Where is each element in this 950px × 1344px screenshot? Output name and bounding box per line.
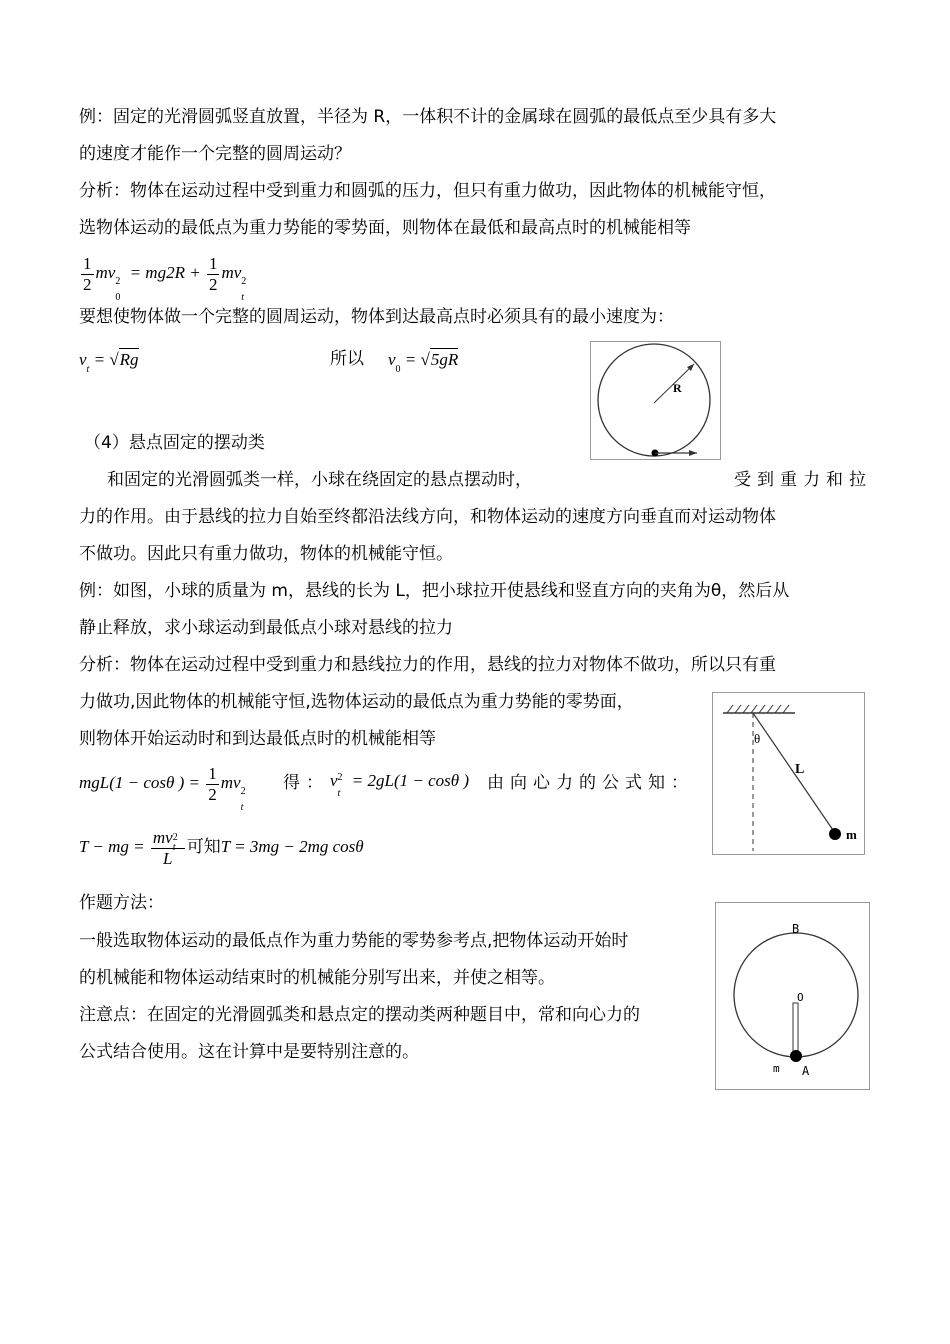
mass-label: m bbox=[846, 827, 857, 842]
method-line1: 一般选取物体运动的最低点作为重力势能的零势参考点,把物体运动开始时 bbox=[79, 931, 629, 951]
figure-rod-circle bbox=[715, 902, 870, 1090]
note-line2: 公式结合使用。这在计算中是要特别注意的。 bbox=[79, 1042, 419, 1062]
de-text: 得： bbox=[283, 773, 329, 793]
mass-label-m: m bbox=[773, 1062, 780, 1075]
circle-diagram bbox=[591, 342, 720, 459]
length-label: L bbox=[795, 762, 805, 777]
analysis1-line2: 选物体运动的最低点为重力势能的零势面，则物体在最低和最高点时的机械能相等 bbox=[79, 218, 691, 238]
method-line2: 的机械能和物体运动结束时的机械能分别写出来，并使之相等。 bbox=[79, 968, 555, 988]
centripetal-formula-text: 由向心力的公式知： bbox=[487, 773, 694, 793]
note-line1: 注意点：在固定的光滑圆弧类和悬点定的摆动类两种题目中，常和向心力的 bbox=[79, 1005, 640, 1025]
analysis2-line1: 分析：物体在运动过程中受到重力和悬线拉力的作用，悬线的拉力对物体不做功，所以只有重 bbox=[79, 655, 776, 675]
equation-bottom-speed: $v_0 = √5gR$ bbox=[388, 350, 459, 375]
point-a-label: A bbox=[802, 1064, 810, 1078]
point-o-label: O bbox=[797, 991, 804, 1004]
min-speed-text: 要想使物体做一个完整的圆周运动，物体到达最高点时必须具有的最小速度为： bbox=[79, 307, 674, 327]
analysis2-line3: 则物体开始运动时和到达最低点时的机械能相等 bbox=[79, 729, 436, 749]
section4-p1b: 受到重力和拉 bbox=[734, 470, 872, 490]
theta-label: θ bbox=[754, 731, 761, 746]
example2-line1: 例：如图，小球的质量为 m，悬线的长为 L，把小球拉开使悬线和竖直方向的夹角为θ，然后从 bbox=[79, 581, 790, 601]
equation-energy-conservation-1: $\frac{1}{2}$ mv 2 0 = mg2R + $\frac{1}{2}$ mv 2 t bbox=[83, 253, 247, 304]
method-title: 作题方法： bbox=[79, 893, 164, 913]
analysis2-line2: 力做功,因此物体的机械能守恒,选物体运动的最低点为重力势能的零势面， bbox=[79, 692, 634, 712]
example1-line1: 例：固定的光滑圆弧竖直放置，半径为 R，一体积不计的金属球在圆弧的最低点至少具有多大 bbox=[79, 107, 777, 127]
equation-tension: T − mg = mv 2 t L 可知T = 3mg − 2mg cosθ bbox=[79, 827, 364, 868]
suoyi-text: 所以 bbox=[330, 349, 364, 369]
example2-line2: 静止释放，求小球运动到最低点小球对悬线的拉力 bbox=[79, 618, 453, 638]
section4-p2: 力的作用。由于悬线的拉力自始至终都沿法线方向，和物体运动的速度方向垂直而对运动物体 bbox=[79, 507, 776, 527]
analysis1-line1: 分析：物体在运动过程中受到重力和圆弧的压力，但只有重力做功，因此物体的机械能守恒， bbox=[79, 181, 776, 201]
section4-title: （4）悬点固定的摆动类 bbox=[84, 433, 265, 453]
section4-p1a: 和固定的光滑圆弧类一样，小球在绕固定的悬点摆动时， bbox=[107, 470, 532, 490]
figure-vertical-circle bbox=[590, 341, 721, 460]
equation-pendulum-energy: mgL(1 − cosθ ) = $\frac{1}{2}$ mv 2 t bbox=[79, 763, 246, 814]
equation-top-speed: $v_t = √Rg$ bbox=[79, 350, 139, 375]
section4-p3: 不做功。因此只有重力做功，物体的机械能守恒。 bbox=[79, 544, 453, 564]
equation-pendulum-speed: v 2 t = 2gL(1 − cosθ ) bbox=[330, 771, 470, 800]
figure-pendulum bbox=[712, 692, 865, 855]
pendulum-diagram bbox=[713, 693, 864, 854]
radius-label: R bbox=[673, 381, 682, 395]
point-b-label: B bbox=[792, 922, 800, 936]
example1-line2: 的速度才能作一个完整的圆周运动？ bbox=[79, 144, 351, 164]
rod-circle-diagram bbox=[716, 903, 869, 1089]
